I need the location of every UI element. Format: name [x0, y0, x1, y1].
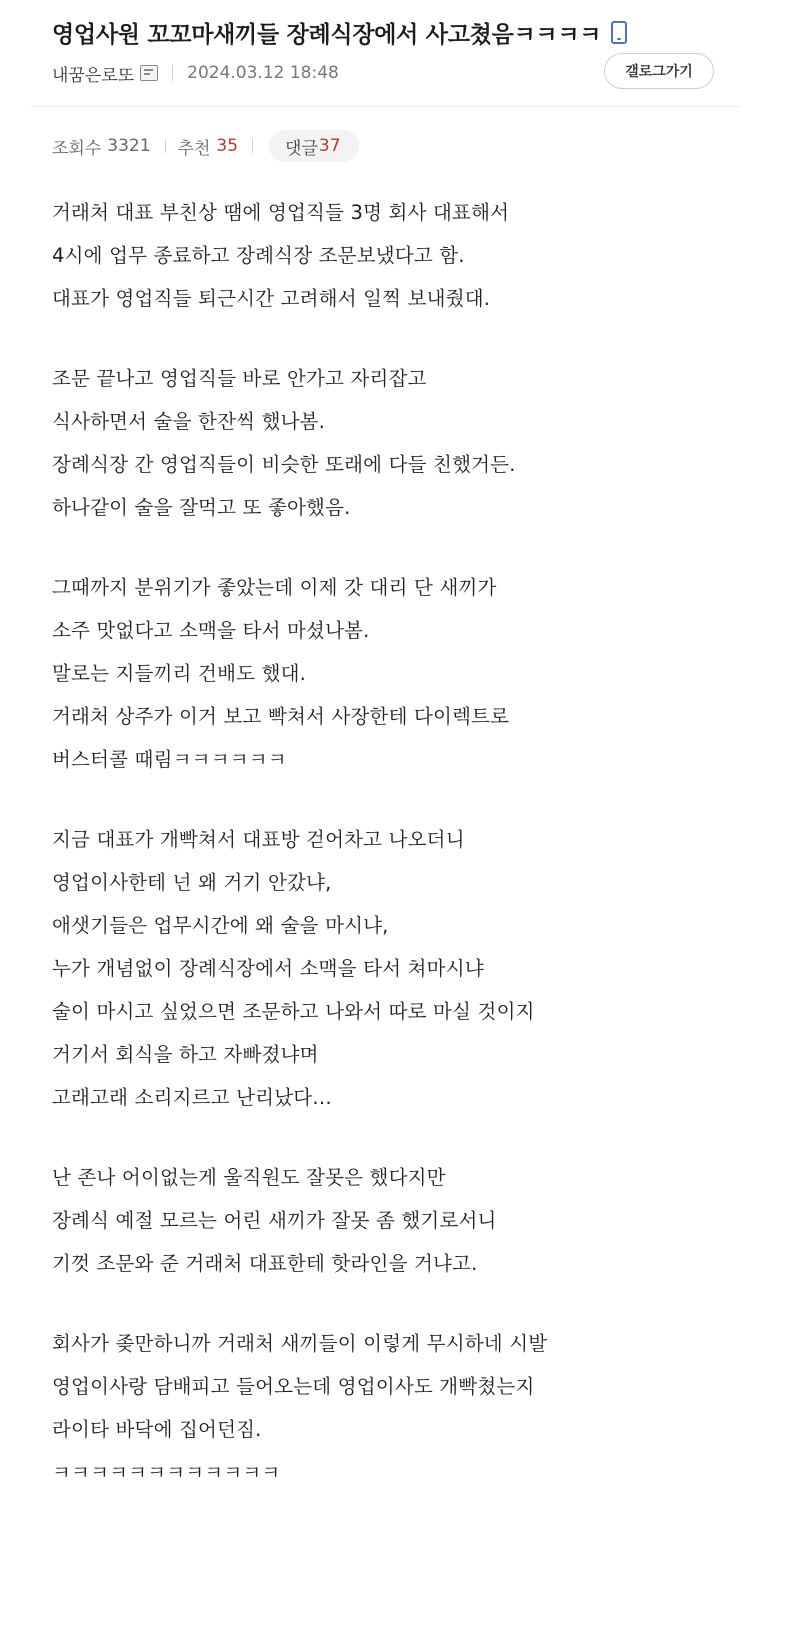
comments-button[interactable] [269, 130, 359, 162]
stats-divider [252, 139, 253, 153]
body-line: 라이타 바닥에 집어던짐. [52, 1418, 262, 1441]
body-line: 거기서 회식을 하고 자빠졌냐며 [52, 1043, 319, 1066]
comments-label: 댓글 [285, 138, 318, 159]
body-line: 술이 마시고 싶었으면 조문하고 나와서 따로 마실 것이지 [52, 1000, 535, 1023]
author-name[interactable]: 내꿈은로또 [52, 65, 135, 86]
body-line: 회사가 좆만하니까 거래처 새끼들이 이렇게 무시하네 시발 [52, 1332, 548, 1355]
views-count: 3321 [107, 136, 151, 156]
comments-count: 37 [318, 136, 341, 156]
gallog-button[interactable]: 갤로그가기 [604, 53, 714, 89]
header-divider [30, 106, 740, 107]
recommend-label: 추천 [177, 138, 211, 159]
body-line: 거래처 상주가 이거 보고 빡쳐서 사장한테 다이렉트로 [52, 705, 510, 728]
body-line: 말로는 지들끼리 건배도 했대. [52, 662, 307, 685]
body-line: 기껏 조문와 준 거래처 대표한테 핫라인을 거냐고. [52, 1252, 478, 1275]
body-line: 누가 개념없이 장례식장에서 소맥을 타서 쳐마시냐 [52, 957, 484, 980]
post-date: 2024.03.12 18:48 [187, 63, 339, 83]
post-body [52, 191, 772, 1531]
body-line: 고래고래 소리지르고 난리났다… [52, 1086, 332, 1109]
body-line: 대표가 영업직들 퇴근시간 고려해서 일찍 보내줬대. [52, 287, 491, 310]
body-line: 지금 대표가 개빡쳐서 대표방 걷어차고 나오더니 [52, 828, 465, 851]
body-line: 4시에 업무 종료하고 장례식장 조문보냈다고 함. [52, 244, 465, 267]
post-title: 영업사원 꼬꼬마새끼들 장례식장에서 사고쳤음ㅋㅋㅋㅋ [52, 21, 602, 48]
body-line: 식사하면서 술을 한잔씩 했나봄. [52, 410, 326, 433]
body-line: 하나같이 술을 잘먹고 또 좋아했음. [52, 496, 351, 519]
views-label: 조회수 [52, 138, 102, 159]
post-stats [52, 128, 359, 164]
recommend-count: 35 [216, 136, 239, 156]
body-line: 조문 끝나고 영업직들 바로 안가고 자리잡고 [52, 367, 427, 390]
body-line: 영업이사한테 넌 왜 거기 안갔냐, [52, 871, 332, 894]
body-line: 소주 맛없다고 소맥을 타서 마셨나봄. [52, 619, 370, 642]
stats-divider [165, 139, 166, 153]
body-line: 난 존나 어이없는게 울직원도 잘못은 했다지만 [52, 1166, 446, 1189]
body-line: 애샛기들은 업무시간에 왜 술을 마시냐, [52, 914, 389, 937]
body-paragraph [52, 818, 772, 1119]
mobile-phone-icon [611, 21, 627, 44]
gallog-icon[interactable] [140, 65, 158, 81]
body-line: 버스터콜 때림ㅋㅋㅋㅋㅋㅋ [52, 748, 287, 771]
body-line: 장례식장 간 영업직들이 비슷한 또래에 다들 친했거든. [52, 453, 516, 476]
body-paragraph [52, 1322, 772, 1494]
body-paragraph [52, 191, 772, 320]
body-line: 거래처 대표 부친상 땜에 영업직들 3명 회사 대표해서 [52, 201, 510, 224]
body-line: ㅋㅋㅋㅋㅋㅋㅋㅋㅋㅋㅋㅋ [52, 1461, 281, 1484]
title-row [52, 12, 770, 52]
body-line: 장례식 예절 모르는 어린 새끼가 잘못 좀 했기로서니 [52, 1209, 497, 1232]
body-paragraph [52, 357, 772, 529]
post-header [0, 0, 800, 112]
meta-divider [172, 65, 173, 81]
body-paragraph [52, 1156, 772, 1285]
body-line: 영업이사랑 담배피고 들어오는데 영업이사도 개빡쳤는지 [52, 1375, 535, 1398]
body-line: 그때까지 분위기가 좋았는데 이제 갓 대리 단 새끼가 [52, 576, 497, 599]
body-paragraph [52, 566, 772, 781]
